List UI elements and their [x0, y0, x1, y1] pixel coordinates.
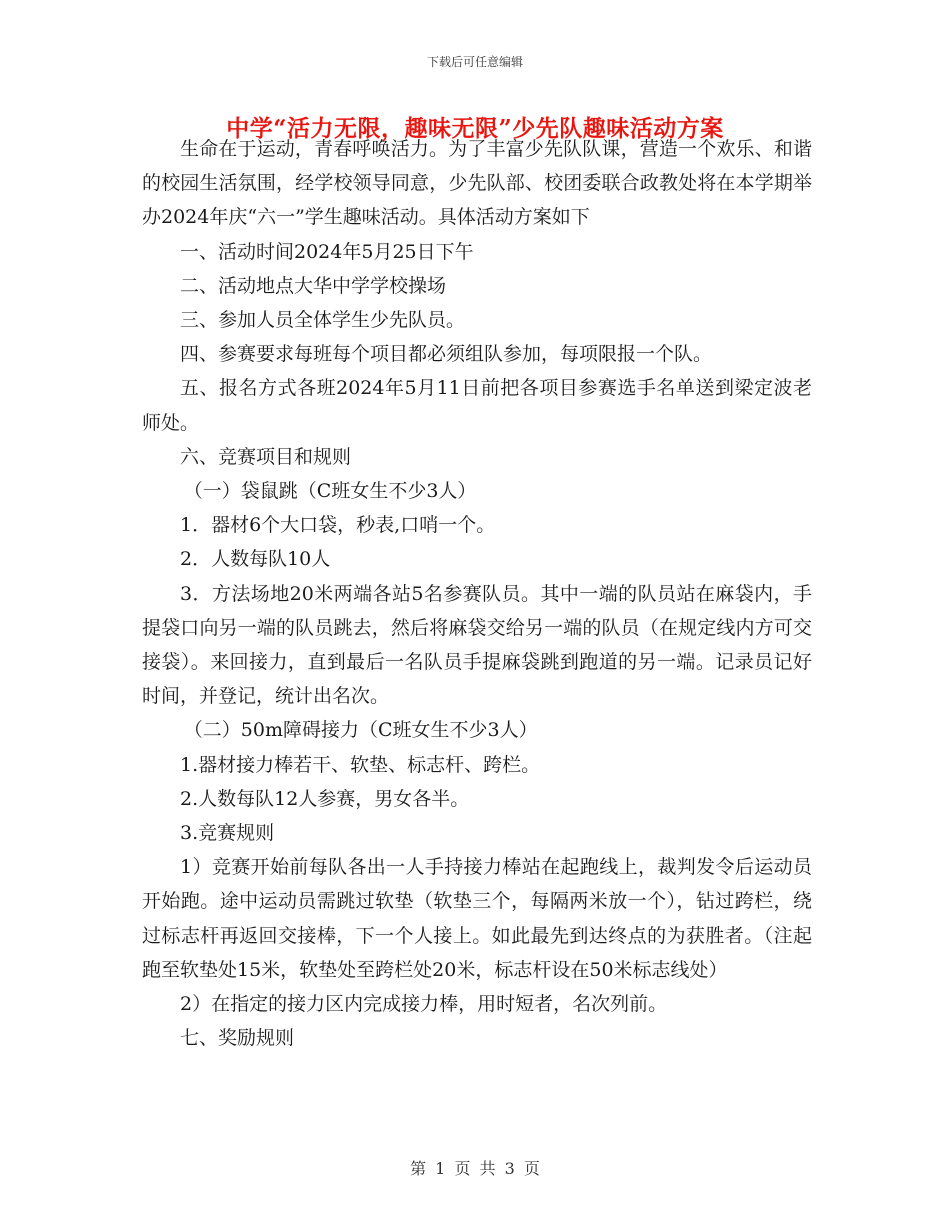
event-2-heading: （二）50m障碍接力（C班女生不少3人）	[183, 719, 538, 742]
event-2-team-size: 2.人数每队12人参赛，男女各半。	[180, 787, 470, 810]
section-participants: 三、参加人员全体学生少先队员。	[180, 309, 466, 332]
event-2-rule-1: 1）竞赛开始前每队各出一人手持接力棒站在起跑线上，裁判发令后运动员开始跑。途中运动员需跳过软垫（软垫三个，每隔两米放一个），钻过跨栏，绕过标志杆再返回交接棒，下一个人接上。如此最先到达终点的为获胜者。（注起跑至软垫处15米，软垫处至跨栏处20米，标志杆设在50米标志线处）	[142, 856, 812, 981]
section-requirements: 四、参赛要求每班每个项目都必须组队参加，每项限报一个队。	[180, 343, 713, 366]
document-title: 中学“活力无限，趣味无限”少先队趣味活动方案	[226, 115, 724, 142]
section-events-heading: 六、竞赛项目和规则	[180, 445, 352, 468]
event-1-heading: （一）袋鼠跳（C班女生不少3人）	[183, 480, 477, 503]
header-note: 下载后可任意编辑	[426, 55, 523, 69]
section-rewards-heading: 七、奖励规则	[180, 1027, 295, 1050]
event-1-team-size: 2．人数每队10人	[180, 548, 331, 571]
event-1-equipment: 1．器材6个大口袋，秒表,口哨一个。	[180, 514, 496, 537]
document-body	[142, 132, 812, 1055]
event-2-rules-heading: 3.竞赛规则	[180, 822, 275, 845]
event-1-method: 3．方法场地20米两端各站5名参赛队员。其中一端的队员站在麻袋内，手提袋口向另一端的队员跳去，然后将麻袋交给另一端的队员（在规定线内方可交接袋）。来回接力，直到最后一名队员手提麻袋跳到跑道的另一端。记录员记好时间，并登记，统计出名次。	[142, 582, 812, 708]
page-footer: 第 1 页 共 3 页	[410, 1159, 540, 1178]
event-2-rule-2: 2）在指定的接力区内完成接力棒，用时短者，名次列前。	[180, 993, 668, 1016]
section-location: 二、活动地点大华中学学校操场	[180, 274, 447, 297]
section-registration: 五、报名方式各班2024年5月11日前把各项目参赛选手名单送到梁定波老师处。	[142, 377, 812, 434]
event-2-equipment: 1.器材接力棒若干、软垫、标志杆、跨栏。	[180, 753, 541, 776]
intro-paragraph: 生命在于运动，青春呼唤活力。为了丰富少先队队课，营造一个欢乐、和谐的校园生活氛围，经学校领导同意，少先队部、校团委联合政教处将在本学期举办2024年庆“六一”学生趣味活动。具体活动方案如下	[142, 138, 812, 229]
section-time: 一、活动时间2024年5月25日下午	[180, 240, 474, 263]
